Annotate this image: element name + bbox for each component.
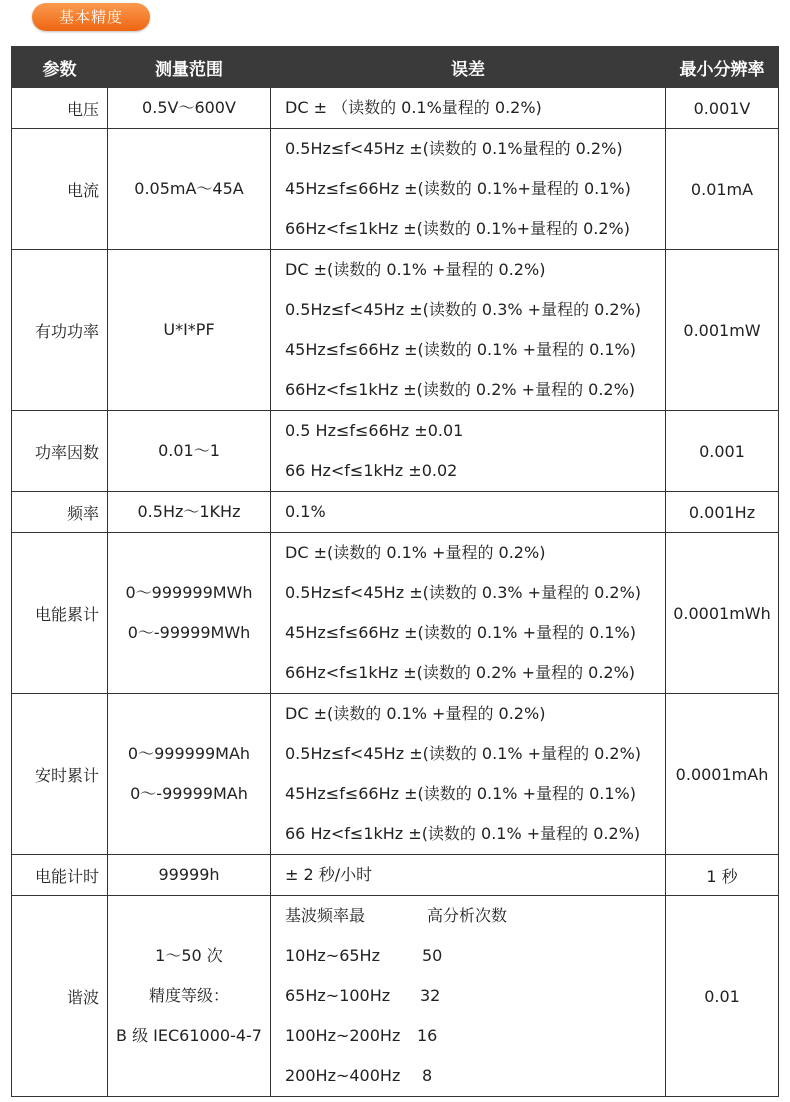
- error-line: 66Hz<f≤1kHz ±(读数的 0.2% +量程的 0.2%): [285, 663, 636, 682]
- error-cell: [271, 88, 666, 129]
- section-badge: 基本精度: [32, 3, 150, 31]
- range-cell: [108, 855, 271, 896]
- error-line: DC ±(读数的 0.1% +量程的 0.2%): [285, 260, 546, 279]
- range-line: U*I*PF: [163, 320, 215, 339]
- range-cell: [108, 694, 271, 855]
- table-row: [12, 250, 779, 411]
- harmonic-freq: 200Hz~400Hz: [285, 1066, 401, 1085]
- error-line: 45Hz≤f≤66Hz ±(读数的 0.1%+量程的 0.1%): [285, 179, 631, 198]
- error-cell: [271, 694, 666, 855]
- error-line: 45Hz≤f≤66Hz ±(读数的 0.1% +量程的 0.1%): [285, 340, 636, 359]
- range-cell: [108, 411, 271, 492]
- resolution-cell: 0.0001mWh: [666, 533, 779, 694]
- error-line: DC ± （读数的 0.1%量程的 0.2%): [285, 98, 542, 117]
- range-cell: [108, 250, 271, 411]
- error-cell: [271, 411, 666, 492]
- harmonic-order: 16: [417, 1026, 438, 1045]
- range-line: 0～999999MAh: [127, 744, 251, 763]
- resolution-cell: 0.001Hz: [666, 492, 779, 533]
- error-line: 66 Hz<f≤1kHz ±0.02: [285, 461, 458, 480]
- header-resolution: 最小分辨率: [666, 47, 779, 88]
- error-line: DC ±(读数的 0.1% +量程的 0.2%): [285, 543, 546, 562]
- error-line: ± 2 秒/小时: [285, 865, 373, 884]
- error-cell: [271, 250, 666, 411]
- range-cell: [108, 129, 271, 250]
- error-line: 45Hz≤f≤66Hz ±(读数的 0.1% +量程的 0.1%): [285, 623, 636, 642]
- resolution-cell: 0.001mW: [666, 250, 779, 411]
- range-line: 0～999999MWh: [125, 583, 253, 602]
- resolution-cell: 0.01: [666, 896, 779, 1097]
- param-name: 电流: [12, 129, 108, 250]
- harmonic-header-order: 高分析次数: [427, 906, 508, 925]
- harmonic-order-cell: [271, 896, 666, 1097]
- range-line: B 级 IEC61000-4-7: [116, 1026, 262, 1045]
- error-cell: [271, 129, 666, 250]
- range-cell: [108, 88, 271, 129]
- param-name: 谐波: [12, 896, 108, 1097]
- error-line: 0.5Hz≤f<45Hz ±(读数的 0.3% +量程的 0.2%): [285, 583, 642, 602]
- harmonic-order: 32: [420, 986, 441, 1005]
- error-cell: [271, 855, 666, 896]
- error-line: 45Hz≤f≤66Hz ±(读数的 0.1% +量程的 0.1%): [285, 784, 636, 803]
- header-error: 误差: [271, 47, 666, 88]
- harmonic-order: 8: [422, 1066, 433, 1085]
- error-line: 0.5Hz≤f<45Hz ±(读数的 0.1% +量程的 0.2%): [285, 744, 642, 763]
- table-row-harmonic: [12, 896, 779, 1097]
- error-line: DC ±(读数的 0.1% +量程的 0.2%): [285, 704, 546, 723]
- resolution-cell: 1 秒: [666, 855, 779, 896]
- param-name: 电压: [12, 88, 108, 129]
- table-row: [12, 533, 779, 694]
- error-cell: [271, 533, 666, 694]
- param-name: 功率因数: [12, 411, 108, 492]
- range-cell: [108, 533, 271, 694]
- resolution-cell: 0.001V: [666, 88, 779, 129]
- harmonic-freq: 65Hz~100Hz: [285, 986, 391, 1005]
- harmonic-line: [285, 936, 665, 976]
- resolution-cell: 0.001: [666, 411, 779, 492]
- error-line: 0.5Hz≤f<45Hz ±(读数的 0.3% +量程的 0.2%): [285, 300, 642, 319]
- header-param: 参数: [12, 47, 108, 88]
- range-line: 0.5Hz～1KHz: [137, 502, 241, 521]
- table-row: [12, 492, 779, 533]
- harmonic-order: 50: [422, 946, 443, 965]
- harmonic-line: [285, 1056, 665, 1096]
- table-header-row: [12, 47, 779, 88]
- header-range: 测量范围: [108, 47, 271, 88]
- range-line: 0～-99999MWh: [127, 623, 251, 642]
- harmonic-freq: 100Hz~200Hz: [285, 1026, 401, 1045]
- error-line: 66Hz<f≤1kHz ±(读数的 0.1%+量程的 0.2%): [285, 219, 630, 238]
- param-name: 安时累计: [12, 694, 108, 855]
- harmonic-line: [285, 1016, 665, 1056]
- range-cell: [108, 896, 271, 1097]
- range-line: 0.05mA～45A: [134, 179, 244, 198]
- error-line: 66Hz<f≤1kHz ±(读数的 0.2% +量程的 0.2%): [285, 380, 636, 399]
- harmonic-freq: 10Hz~65Hz: [285, 946, 380, 965]
- range-line: 0～-99999MAh: [130, 784, 248, 803]
- table-row: [12, 855, 779, 896]
- resolution-cell: 0.0001mAh: [666, 694, 779, 855]
- range-line: 99999h: [158, 865, 220, 884]
- error-line: 0.5 Hz≤f≤66Hz ±0.01: [285, 421, 464, 440]
- param-name: 电能累计: [12, 533, 108, 694]
- error-line: 66 Hz<f≤1kHz ±(读数的 0.1% +量程的 0.2%): [285, 824, 641, 843]
- error-line: 0.1%: [285, 502, 326, 521]
- table-row: [12, 88, 779, 129]
- harmonic-line: [285, 976, 665, 1016]
- harmonic-header-freq: 基波频率最: [285, 906, 366, 925]
- table-row: [12, 694, 779, 855]
- table-row: [12, 411, 779, 492]
- resolution-cell: 0.01mA: [666, 129, 779, 250]
- error-cell: [271, 492, 666, 533]
- range-cell: [108, 492, 271, 533]
- table-row: [12, 129, 779, 250]
- range-line: 0.5V～600V: [142, 98, 236, 117]
- harmonic-header-line: [285, 896, 665, 936]
- param-name: 频率: [12, 492, 108, 533]
- error-line: 0.5Hz≤f<45Hz ±(读数的 0.1%量程的 0.2%): [285, 139, 623, 158]
- param-name: 有功功率: [12, 250, 108, 411]
- param-name: 电能计时: [12, 855, 108, 896]
- precision-table: [11, 46, 779, 1097]
- range-line: 精度等级：: [148, 986, 229, 1005]
- range-line: 0.01～1: [158, 441, 220, 460]
- range-line: 1～50 次: [155, 946, 223, 965]
